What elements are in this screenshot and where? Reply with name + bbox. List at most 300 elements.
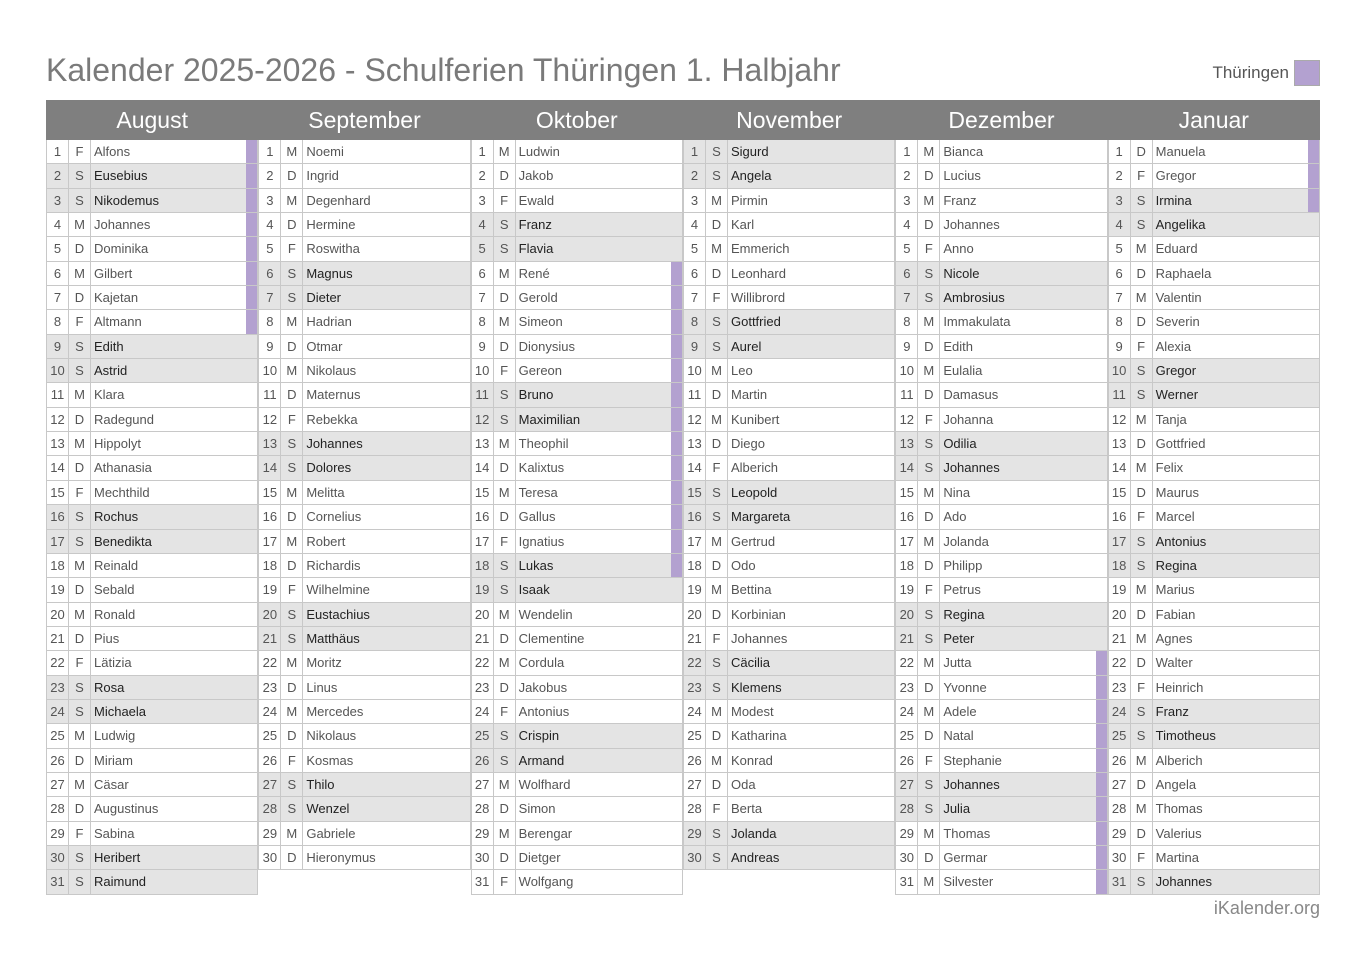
day-number: 4 <box>895 213 917 237</box>
holiday-marker-empty <box>459 724 471 748</box>
day-number: 20 <box>895 603 917 627</box>
weekday-letter: S <box>705 310 727 334</box>
weekday-letter: S <box>705 505 727 529</box>
holiday-marker <box>671 286 683 310</box>
holiday-marker-empty <box>1308 822 1320 846</box>
name-day: Johannes <box>1152 870 1308 894</box>
weekday-letter: M <box>280 481 302 505</box>
weekday-letter: M <box>1130 749 1152 773</box>
name-day: Dominika <box>90 237 246 261</box>
day-row <box>1108 237 1320 261</box>
name-day: Klara <box>90 383 246 407</box>
day-number: 19 <box>258 578 280 602</box>
day-number: 29 <box>46 822 68 846</box>
name-day: Alfons <box>90 140 246 164</box>
name-day: Moritz <box>302 651 458 675</box>
day-row <box>1108 140 1320 164</box>
name-day: Robert <box>302 530 458 554</box>
day-row <box>471 310 683 334</box>
name-day: Teresa <box>515 481 671 505</box>
day-number: 25 <box>471 724 493 748</box>
day-row <box>895 335 1107 359</box>
day-row <box>895 603 1107 627</box>
holiday-marker-empty <box>1096 140 1108 164</box>
name-day: Theophil <box>515 432 671 456</box>
holiday-marker-empty <box>1308 797 1320 821</box>
day-row <box>1108 554 1320 578</box>
day-number: 23 <box>46 676 68 700</box>
weekday-letter: D <box>280 846 302 870</box>
day-row <box>471 140 683 164</box>
name-day: Odilia <box>939 432 1095 456</box>
holiday-marker <box>1308 189 1320 213</box>
day-number: 12 <box>683 408 705 432</box>
day-number: 13 <box>683 432 705 456</box>
day-number: 21 <box>1108 627 1130 651</box>
day-row <box>1108 359 1320 383</box>
weekday-letter: D <box>493 335 515 359</box>
day-number: 27 <box>1108 773 1130 797</box>
holiday-marker-empty <box>671 189 683 213</box>
weekday-letter: M <box>280 359 302 383</box>
day-number: 10 <box>1108 359 1130 383</box>
weekday-letter: S <box>280 603 302 627</box>
holiday-marker <box>246 262 258 286</box>
name-day: Lukas <box>515 554 671 578</box>
calendar-grid <box>46 100 1320 895</box>
day-number: 24 <box>46 700 68 724</box>
weekday-letter: M <box>68 383 90 407</box>
weekday-letter: S <box>1130 213 1152 237</box>
day-number: 28 <box>471 797 493 821</box>
holiday-marker-empty <box>883 822 895 846</box>
holiday-marker-empty <box>459 383 471 407</box>
day-row <box>895 140 1107 164</box>
holiday-marker-empty <box>883 456 895 480</box>
name-day: Eduard <box>1152 237 1308 261</box>
weekday-letter: D <box>68 237 90 261</box>
weekday-letter: S <box>917 456 939 480</box>
holiday-marker-empty <box>1308 213 1320 237</box>
name-day: Nikolaus <box>302 724 458 748</box>
weekday-letter: D <box>68 286 90 310</box>
day-row <box>1108 408 1320 432</box>
weekday-letter: S <box>280 262 302 286</box>
day-row <box>258 749 470 773</box>
name-day: Aurel <box>727 335 883 359</box>
holiday-marker-empty <box>459 359 471 383</box>
name-day: Ambrosius <box>939 286 1095 310</box>
day-row <box>683 822 895 846</box>
weekday-letter: D <box>917 554 939 578</box>
name-day: Hermine <box>302 213 458 237</box>
day-row <box>683 578 895 602</box>
holiday-marker-empty <box>246 505 258 529</box>
name-day: Franz <box>939 189 1095 213</box>
day-row <box>46 383 258 407</box>
day-number: 21 <box>471 627 493 651</box>
holiday-marker-empty <box>1308 408 1320 432</box>
day-number: 31 <box>46 870 68 894</box>
day-number: 8 <box>683 310 705 334</box>
name-day: Klemens <box>727 676 883 700</box>
weekday-letter: S <box>917 773 939 797</box>
name-day: Alberich <box>727 456 883 480</box>
name-day: Willibrord <box>727 286 883 310</box>
day-number: 27 <box>46 773 68 797</box>
month-header: August <box>46 100 258 140</box>
holiday-marker-empty <box>1096 505 1108 529</box>
day-number: 29 <box>258 822 280 846</box>
name-day: Modest <box>727 700 883 724</box>
weekday-letter: D <box>280 724 302 748</box>
day-row <box>683 627 895 651</box>
weekday-letter: M <box>917 651 939 675</box>
weekday-letter: S <box>917 797 939 821</box>
holiday-marker-empty <box>671 237 683 261</box>
name-day: Dionysius <box>515 335 671 359</box>
name-day: Dieter <box>302 286 458 310</box>
day-number: 19 <box>1108 578 1130 602</box>
holiday-marker-empty <box>1096 627 1108 651</box>
holiday-marker-empty <box>1308 237 1320 261</box>
holiday-marker-empty <box>671 846 683 870</box>
holiday-marker-empty <box>246 651 258 675</box>
name-day: Cordula <box>515 651 671 675</box>
name-day: Franz <box>515 213 671 237</box>
holiday-marker-empty <box>459 408 471 432</box>
day-number: 25 <box>46 724 68 748</box>
name-day: Wolfgang <box>515 870 671 894</box>
holiday-marker-empty <box>883 724 895 748</box>
name-day: Edith <box>90 335 246 359</box>
holiday-marker <box>671 432 683 456</box>
day-number: 16 <box>471 505 493 529</box>
day-number: 26 <box>895 749 917 773</box>
name-day: Cäsar <box>90 773 246 797</box>
name-day: Maurus <box>1152 481 1308 505</box>
day-row <box>471 335 683 359</box>
holiday-marker-empty <box>1308 870 1320 894</box>
holiday-marker-empty <box>459 554 471 578</box>
day-row <box>471 383 683 407</box>
weekday-letter: D <box>917 505 939 529</box>
holiday-marker-empty <box>883 603 895 627</box>
weekday-letter: D <box>1130 773 1152 797</box>
name-day: Hieronymus <box>302 846 458 870</box>
day-number: 23 <box>471 676 493 700</box>
name-day: Gregor <box>1152 164 1308 188</box>
holiday-marker-empty <box>883 700 895 724</box>
weekday-letter: M <box>280 140 302 164</box>
holiday-marker-empty <box>671 140 683 164</box>
weekday-letter: F <box>917 237 939 261</box>
weekday-letter: F <box>1130 846 1152 870</box>
month-column-januar <box>1108 100 1320 895</box>
name-day: Regina <box>1152 554 1308 578</box>
holiday-marker-empty <box>459 335 471 359</box>
holiday-marker-empty <box>883 505 895 529</box>
day-number: 30 <box>1108 846 1130 870</box>
weekday-letter: M <box>917 359 939 383</box>
weekday-letter: M <box>917 310 939 334</box>
name-day: Gereon <box>515 359 671 383</box>
day-row <box>258 359 470 383</box>
weekday-letter: M <box>705 189 727 213</box>
holiday-marker-empty <box>459 797 471 821</box>
day-row <box>258 797 470 821</box>
weekday-letter: M <box>705 237 727 261</box>
weekday-letter: S <box>1130 530 1152 554</box>
day-number: 23 <box>258 676 280 700</box>
day-row <box>895 286 1107 310</box>
weekday-letter: D <box>705 383 727 407</box>
day-number: 2 <box>683 164 705 188</box>
weekday-letter: S <box>68 359 90 383</box>
day-number: 23 <box>895 676 917 700</box>
holiday-marker-empty <box>883 359 895 383</box>
day-number: 25 <box>683 724 705 748</box>
name-day: Leonhard <box>727 262 883 286</box>
month-column-dezember <box>895 100 1107 895</box>
day-number: 18 <box>471 554 493 578</box>
name-day: Ewald <box>515 189 671 213</box>
holiday-marker <box>671 335 683 359</box>
day-number: 26 <box>683 749 705 773</box>
name-day: Marcel <box>1152 505 1308 529</box>
holiday-marker-empty <box>1096 481 1108 505</box>
day-row <box>683 505 895 529</box>
day-row <box>471 164 683 188</box>
name-day: Silvester <box>939 870 1095 894</box>
holiday-marker-empty <box>883 164 895 188</box>
name-day: Antonius <box>1152 530 1308 554</box>
legend <box>1212 60 1320 86</box>
day-number: 24 <box>1108 700 1130 724</box>
holiday-marker-empty <box>246 724 258 748</box>
day-number: 3 <box>46 189 68 213</box>
holiday-marker <box>671 383 683 407</box>
day-number: 28 <box>1108 797 1130 821</box>
name-day: Eulalia <box>939 359 1095 383</box>
day-number: 15 <box>258 481 280 505</box>
day-number: 28 <box>258 797 280 821</box>
name-day: Kalixtus <box>515 456 671 480</box>
name-day: Martin <box>727 383 883 407</box>
name-day: Nikodemus <box>90 189 246 213</box>
name-day: Noemi <box>302 140 458 164</box>
name-day: Adele <box>939 700 1095 724</box>
holiday-marker-empty <box>1096 189 1108 213</box>
name-day: Johannes <box>90 213 246 237</box>
weekday-letter: M <box>493 773 515 797</box>
holiday-marker-empty <box>883 310 895 334</box>
day-number: 24 <box>258 700 280 724</box>
name-day: Katharina <box>727 724 883 748</box>
holiday-marker-empty <box>1308 335 1320 359</box>
day-row <box>258 773 470 797</box>
day-row <box>683 359 895 383</box>
day-row <box>1108 676 1320 700</box>
holiday-marker-empty <box>246 456 258 480</box>
day-row <box>471 797 683 821</box>
day-number: 7 <box>683 286 705 310</box>
weekday-letter: D <box>493 505 515 529</box>
holiday-marker-empty <box>883 676 895 700</box>
day-row <box>46 603 258 627</box>
name-day: Sigurd <box>727 140 883 164</box>
day-row <box>258 335 470 359</box>
holiday-marker-empty <box>246 335 258 359</box>
day-number: 3 <box>258 189 280 213</box>
day-number: 17 <box>895 530 917 554</box>
holiday-marker-empty <box>1096 286 1108 310</box>
day-row <box>46 530 258 554</box>
day-number: 30 <box>258 846 280 870</box>
day-row <box>1108 383 1320 407</box>
day-row <box>471 432 683 456</box>
holiday-marker-empty <box>459 578 471 602</box>
weekday-letter: M <box>280 700 302 724</box>
day-number: 29 <box>895 822 917 846</box>
weekday-letter: S <box>280 627 302 651</box>
day-row <box>258 408 470 432</box>
day-row <box>258 310 470 334</box>
weekday-letter: S <box>68 505 90 529</box>
day-number: 12 <box>1108 408 1130 432</box>
day-number: 5 <box>258 237 280 261</box>
name-day: Yvonne <box>939 676 1095 700</box>
day-number: 6 <box>46 262 68 286</box>
weekday-letter: D <box>917 213 939 237</box>
day-row <box>895 676 1107 700</box>
day-number: 16 <box>683 505 705 529</box>
day-number: 14 <box>895 456 917 480</box>
weekday-letter: S <box>705 651 727 675</box>
day-row <box>683 456 895 480</box>
name-day: Jutta <box>939 651 1095 675</box>
holiday-marker-empty <box>1096 578 1108 602</box>
day-row <box>1108 189 1320 213</box>
weekday-letter: S <box>1130 700 1152 724</box>
day-row <box>895 700 1107 724</box>
day-number: 15 <box>46 481 68 505</box>
weekday-letter: S <box>705 846 727 870</box>
day-number: 8 <box>895 310 917 334</box>
day-row <box>471 505 683 529</box>
name-day: Angelika <box>1152 213 1308 237</box>
day-row <box>1108 870 1320 894</box>
holiday-marker-empty <box>883 140 895 164</box>
day-number: 5 <box>1108 237 1130 261</box>
holiday-marker-empty <box>459 627 471 651</box>
day-row <box>258 822 470 846</box>
holiday-marker-empty <box>246 870 258 894</box>
name-day: Alexia <box>1152 335 1308 359</box>
weekday-letter: S <box>1130 383 1152 407</box>
name-day: Jolanda <box>939 530 1095 554</box>
day-row <box>1108 213 1320 237</box>
holiday-marker-empty <box>246 700 258 724</box>
day-row <box>683 700 895 724</box>
weekday-letter: M <box>280 822 302 846</box>
weekday-letter: M <box>705 408 727 432</box>
day-row <box>471 749 683 773</box>
weekday-letter: S <box>1130 554 1152 578</box>
day-row <box>1108 627 1320 651</box>
day-row <box>895 262 1107 286</box>
holiday-marker-empty <box>246 554 258 578</box>
day-number: 20 <box>1108 603 1130 627</box>
month-column-oktober <box>471 100 683 895</box>
holiday-marker-empty <box>883 481 895 505</box>
name-day: Ingrid <box>302 164 458 188</box>
weekday-letter: D <box>705 773 727 797</box>
weekday-letter: S <box>493 213 515 237</box>
holiday-marker-empty <box>246 530 258 554</box>
day-row <box>46 237 258 261</box>
name-day: Walter <box>1152 651 1308 675</box>
weekday-letter: M <box>917 822 939 846</box>
day-number: 1 <box>258 140 280 164</box>
day-row <box>258 700 470 724</box>
weekday-letter: D <box>493 164 515 188</box>
weekday-letter: S <box>1130 724 1152 748</box>
weekday-letter: M <box>493 481 515 505</box>
holiday-marker-empty <box>671 724 683 748</box>
day-row <box>1108 481 1320 505</box>
holiday-marker-empty <box>1096 262 1108 286</box>
day-row <box>895 310 1107 334</box>
holiday-marker-empty <box>883 408 895 432</box>
holiday-marker-empty <box>1096 383 1108 407</box>
name-day: Otmar <box>302 335 458 359</box>
month-column-august <box>46 100 258 895</box>
weekday-letter: D <box>280 676 302 700</box>
name-day: Johannes <box>939 456 1095 480</box>
weekday-letter: M <box>917 140 939 164</box>
name-day: Konrad <box>727 749 883 773</box>
name-day: Johannes <box>302 432 458 456</box>
name-day: Leopold <box>727 481 883 505</box>
weekday-letter: S <box>493 578 515 602</box>
holiday-marker-empty <box>1308 530 1320 554</box>
day-row <box>258 530 470 554</box>
name-day: Damasus <box>939 383 1095 407</box>
weekday-letter: M <box>280 530 302 554</box>
holiday-marker-empty <box>459 530 471 554</box>
name-day: Clementine <box>515 627 671 651</box>
holiday-marker-empty <box>459 213 471 237</box>
holiday-marker-empty <box>1096 603 1108 627</box>
holiday-marker-empty <box>1096 213 1108 237</box>
holiday-marker-empty <box>671 603 683 627</box>
name-day: Karl <box>727 213 883 237</box>
weekday-letter: M <box>493 822 515 846</box>
name-day: Rebekka <box>302 408 458 432</box>
weekday-letter: F <box>1130 676 1152 700</box>
name-day: René <box>515 262 671 286</box>
day-number: 8 <box>258 310 280 334</box>
day-row <box>895 578 1107 602</box>
name-day: Irmina <box>1152 189 1308 213</box>
weekday-letter: F <box>705 797 727 821</box>
weekday-letter: F <box>1130 164 1152 188</box>
day-number: 20 <box>471 603 493 627</box>
name-day: Martina <box>1152 846 1308 870</box>
day-number: 14 <box>46 456 68 480</box>
day-number: 19 <box>895 578 917 602</box>
